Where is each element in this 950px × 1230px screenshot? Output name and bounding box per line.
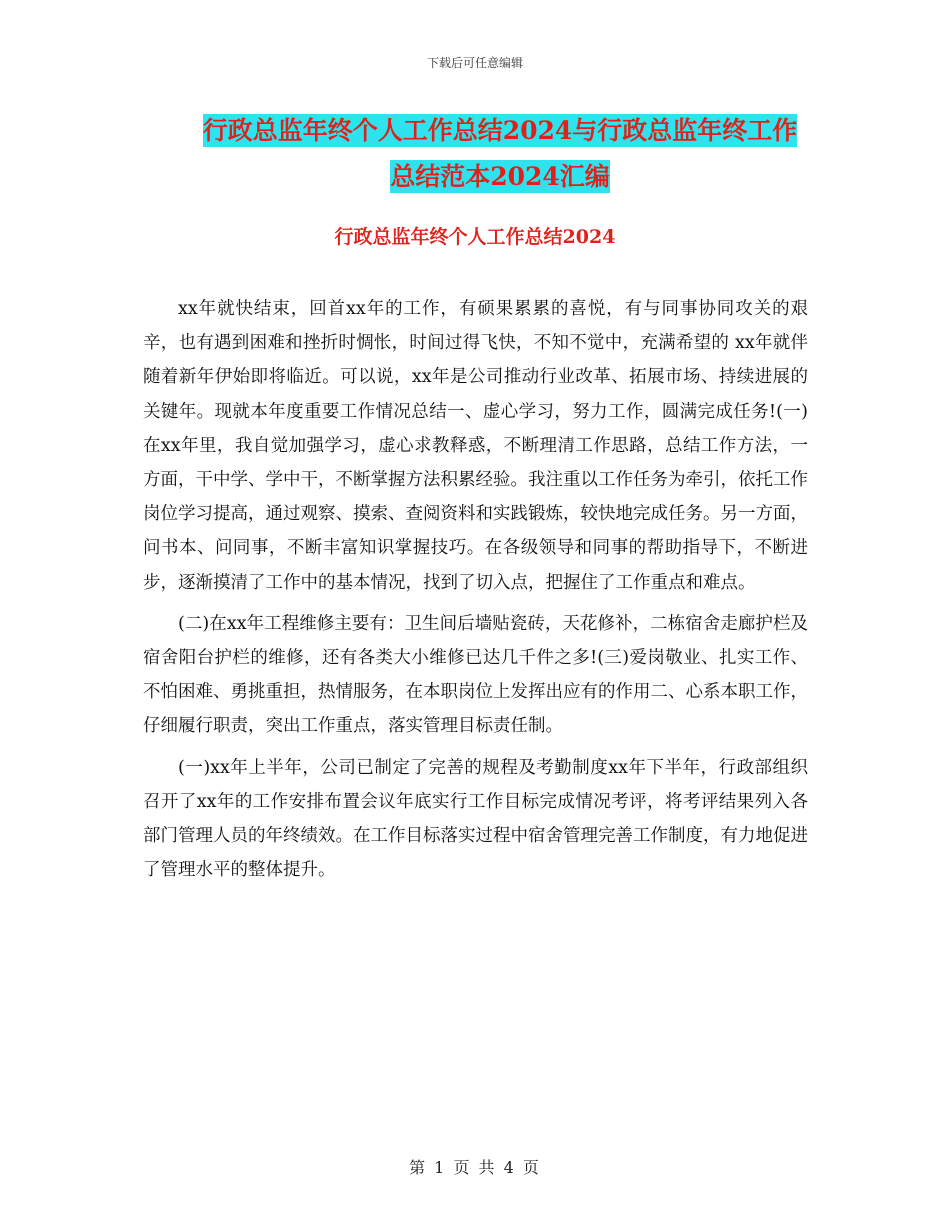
page-footer: 第 1 页 共 4 页 — [409, 1158, 541, 1177]
section-title: 行政总监年终个人工作总结2024 — [334, 226, 616, 248]
header-note: 下载后可任意编辑 — [426, 56, 523, 70]
paragraph-3: (一)xx年上半年，公司已制定了完善的规程及考勤制度xx年下半年，行政部组织召开了xx年的工作安排布置会议年底实行工作目标完成情况考评，将考评结果列入各部门管理人员的年终绩效。在工作目标落实过程中宿舍管理完善工作制度，有力地促进了管理水平的整体提升。 — [143, 757, 808, 881]
body-text — [143, 292, 808, 894]
paragraph-1: xx年就快结束，回首xx年的工作，有硕果累累的喜悦，有与同事协同攻关的艰辛，也有遇到困难和挫折时惆怅，时间过得飞快，不知不觉中，充满希望的 xx年就伴随着新年伊始即将临近。可以说，xx年是公司推动行业改革、拓展市场、持续进展的关键年。现就本年度重要工作情况总结一、虚心学习，努力工作，圆满完成任务!(一)在xx年里，我自觉加强学习，虚心求教释惑，不断理清工作思路，总结工作方法，一方面，干中学、学中干，不断掌握方法积累经验。我注重以工作任务为牵引，依托工作岗位学习提高，通过观察、摸索、查阅资料和实践锻炼，较快地完成任务。另一方面，问书本、问同事，不断丰富知识掌握技巧。在各级领导和同事的帮助指导下，不断进步，逐渐摸清了工作中的基本情况，找到了切入点，把握住了工作重点和难点。 — [143, 299, 808, 593]
paragraph-2: (二)在xx年工程维修主要有：卫生间后墙贴瓷砖，天花修补，二栋宿舍走廊护栏及宿舍阳台护栏的维修，还有各类大小维修已达几千件之多!(三)爱岗敬业、扎实工作、不怕困难、勇挑重担，热情服务，在本职岗位上发挥出应有的作用二、心系本职工作，仔细履行职责，突出工作重点，落实管理目标责任制。 — [143, 613, 808, 737]
document-title-line-2: 总结范本2024汇编 — [390, 162, 610, 191]
document-title — [140, 108, 860, 200]
document-title-line-1: 行政总监年终个人工作总结2024与行政总监年终工作 — [202, 116, 798, 145]
